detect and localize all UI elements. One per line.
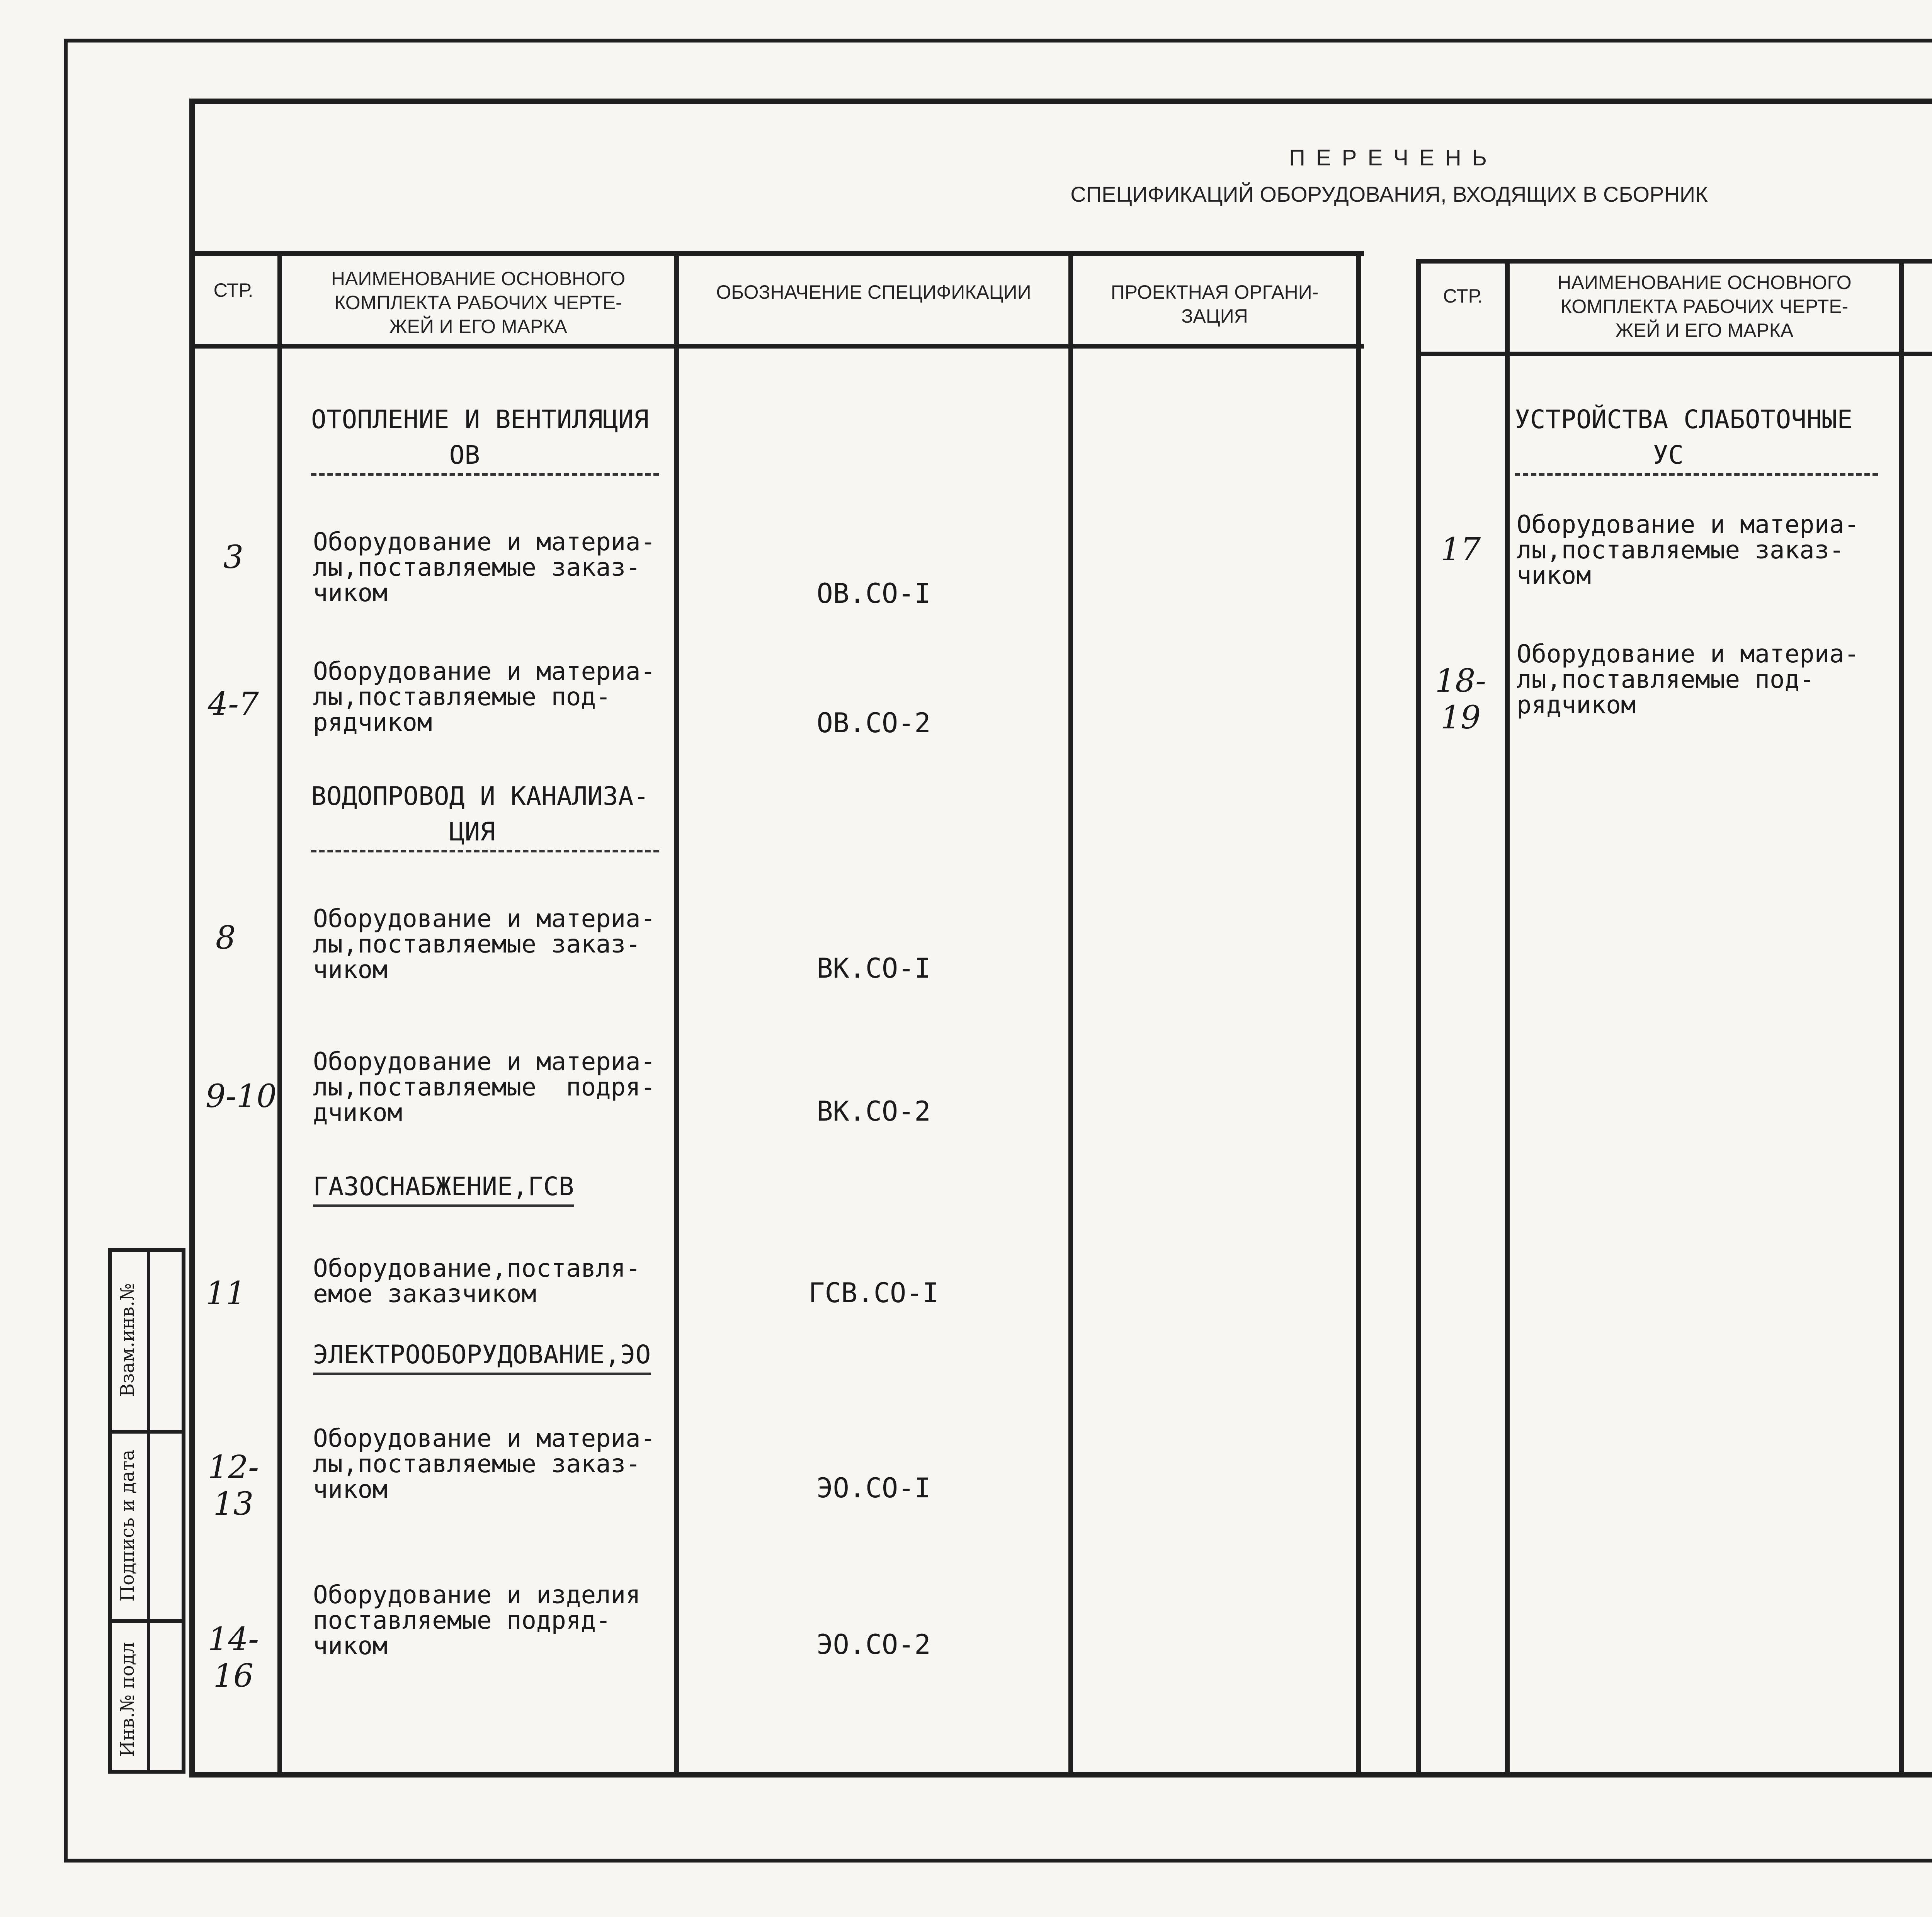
left-col-divider-2 [674, 251, 679, 1778]
left-header-bottom-line [189, 344, 1364, 349]
left-item-code: ОВ.СО-I [816, 578, 931, 609]
right-item-name: Оборудование и материа- лы,поставляемые заказ- чиком [1517, 510, 1859, 590]
left-item-page: 14-16 [207, 1621, 259, 1694]
left-item-name: Оборудование,поставля- емое заказчиком [313, 1254, 641, 1308]
page-title: П Е Р Е Ч Е Н Ь [1289, 145, 1489, 170]
left-item-page: 8 [215, 920, 236, 956]
page-subtitle: СПЕЦИФИКАЦИЙ ОБОРУДОВАНИЯ, ВХОДЯЩИХ В СБОРНИК [1070, 182, 1708, 206]
section-heating: ОТОПЛЕНИЕ И ВЕНТИЛЯЦИЯ ОВ [311, 402, 659, 476]
left-item-code: ЭО.СО-2 [816, 1629, 931, 1660]
left-header-code: ОБОЗНАЧЕНИЕ СПЕЦИФИКАЦИИ [716, 281, 1031, 303]
right-header-page: СТР. [1443, 285, 1483, 307]
left-col-divider-3 [1068, 251, 1073, 1778]
left-table-top-line [189, 251, 1364, 256]
left-header-org: ПРОЕКТНАЯ ОРГАНИ- ЗАЦИЯ [1111, 281, 1319, 327]
left-table-right-edge [1356, 251, 1361, 1778]
section-electric: ЭЛЕКТРООБОРУДОВАНИЕ,ЭО [313, 1337, 651, 1375]
right-header-name: НАИМЕНОВАНИЕ ОСНОВНОГО КОМПЛЕКТА РАБОЧИХ ЧЕРТЕ- ЖЕЙ И ЕГО МАРКА [1557, 272, 1852, 341]
section-water: ВОДОПРОВОД И КАНАЛИЗА- ЦИЯ [311, 779, 659, 852]
right-item-name: Оборудование и материа- лы,поставляемые под- рядчиком [1517, 640, 1859, 720]
left-item-name: Оборудование и материа- лы,поставляемые под- рядчиком [313, 657, 656, 737]
left-item-code: ЭО.СО-I [816, 1472, 931, 1504]
right-table-left-edge [1416, 259, 1421, 1778]
stamp-replaced-inv: Взам.инв.№ [117, 1283, 138, 1397]
left-item-code: ВК.СО-2 [816, 1095, 931, 1127]
left-item-page: 3 [223, 539, 244, 576]
right-table-top-line [1416, 259, 1932, 264]
right-item-code [1904, 686, 1932, 718]
right-header-bottom-line [1416, 352, 1932, 356]
section-gas: ГАЗОСНАБЖЕНИЕ,ГСВ [313, 1169, 574, 1207]
left-item-page: 12-13 [207, 1449, 259, 1522]
right-col-divider-1 [1505, 259, 1510, 1778]
left-item-code: ГСВ.СО-I [808, 1277, 939, 1309]
left-item-name: Оборудование и материа- лы,поставляемые подря- дчиком [313, 1048, 656, 1127]
left-header-page: СТР. [213, 279, 253, 301]
stamp-signature-date: Подпись и дата [117, 1449, 138, 1602]
left-item-name: Оборудование и материа- лы,поставляемые заказ- чиком [313, 905, 656, 984]
left-item-code: ВК.СО-I [816, 953, 931, 984]
left-item-page: 4-7 [207, 686, 259, 723]
section-low-current: УСТРОЙСТВА СЛАБОТОЧНЫЕ УС [1515, 402, 1878, 476]
right-item-code [1904, 558, 1932, 590]
left-item-name: Оборудование и материа- лы,поставляемые заказ- чиком [313, 1424, 656, 1504]
left-item-page: 9-10 [205, 1078, 277, 1115]
stamp-divider [147, 1248, 150, 1774]
right-item-page: 17 [1440, 531, 1481, 568]
left-col-divider-1 [277, 251, 282, 1778]
left-item-page: 11 [205, 1275, 246, 1312]
stamp-original-inv: Инв.№ подл [117, 1642, 138, 1757]
left-item-name: Оборудование и изделия поставляемые подряд- чиком [313, 1581, 641, 1660]
right-item-page: 18-19 [1435, 663, 1486, 736]
left-header-name: НАИМЕНОВАНИЕ ОСНОВНОГО КОМПЛЕКТА РАБОЧИХ ЧЕРТЕ- ЖЕЙ И ЕГО МАРКА [331, 268, 626, 337]
left-item-code: ОВ.СО-2 [816, 707, 931, 739]
left-item-name: Оборудование и материа- лы,поставляемые заказ- чиком [313, 528, 656, 607]
right-header-code [1904, 290, 1932, 314]
right-col-divider-2 [1899, 259, 1904, 1778]
